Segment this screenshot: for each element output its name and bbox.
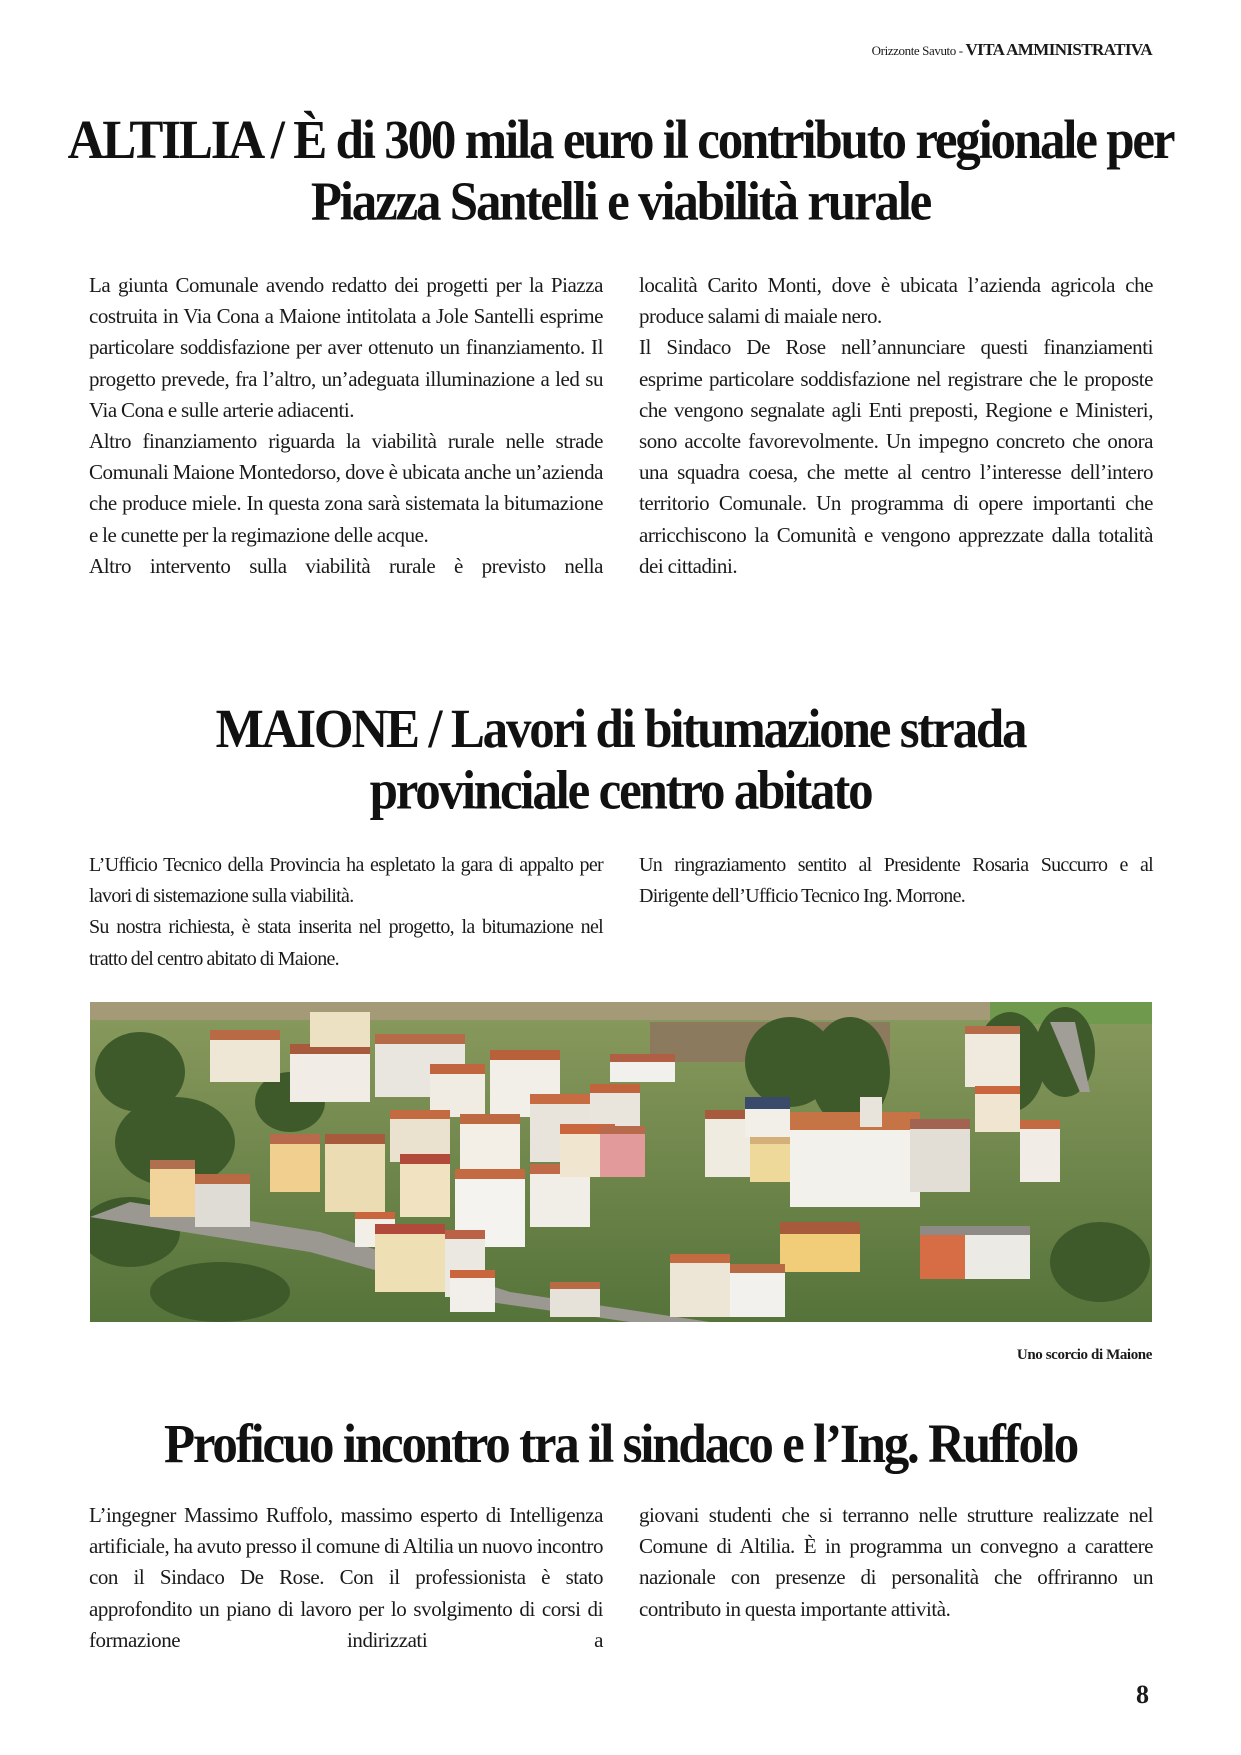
headline-line: provinciale centro abitato — [369, 761, 872, 822]
publication-name: Orizzonte Savuto - — [871, 43, 966, 58]
article-altilia-column-left — [89, 270, 603, 582]
running-header — [872, 40, 1152, 60]
photo-maione-village — [90, 1002, 1152, 1322]
paragraph: La giunta Comunale avendo redatto dei progetti per la Piazza costruita in Via Cona a Maione intitolata a Jole Santelli esprime particolare soddisfazione per aver ottenuto un finanziamento. Il progetto prevede, fra l’altro, un’adeguata illuminazione a led su Via Cona e sulle arterie adiacenti. — [89, 273, 603, 422]
paragraph: L’Ufficio Tecnico della Provincia ha espletato la gara di appalto per lavori di sistemazione sulla viabilità. — [89, 854, 603, 908]
paragraph: Il Sindaco De Rose nell’annunciare questi finanziamenti esprime particolare soddisfazione nel registrare che le proposte che vengono segnalate agli Enti preposti, Regione e Ministeri, sono accolte favorevolmente. Un impegno concreto che onora una squadra coesa, che mette al centro l’interesse dell’intero territorio Comunale. Un programma di opere importanti che arricchiscono la Comunità e vengono apprezzate dalla totalità dei cittadini. — [639, 335, 1153, 578]
headline-line: MAIONE / Lavori di bitumazione strada — [215, 699, 1026, 760]
article-ruffolo-column-right — [639, 1500, 1153, 1625]
page-number: 8 — [1136, 1680, 1149, 1709]
paragraph: località Carito Monti, dove è ubicata l’azienda agricola che produce salami di maiale nero. — [639, 273, 1153, 329]
article-headline-ruffolo: Proficuo incontro tra il sindaco e l’Ing. Ruffolo — [163, 1414, 1078, 1476]
paragraph: L’ingegner Massimo Ruffolo, massimo esperto di Intelligenza artificiale, ha avuto presso il comune di Altilia un nuovo incontro con il Sindaco De Rose. Con il professionista è stato approfondito un piano di lavoro per lo svolgimento di corsi di formazione indirizzati a — [89, 1503, 603, 1652]
article-maione-column-left — [89, 850, 603, 975]
paragraph: Altro finanziamento riguarda la viabilità rurale nelle strade Comunali Maione Montedorso, dove è ubicata anche un’azienda che produce miele. In questa zona sarà sistemata la bitumazione e le cunette per la regimazione delle acque. — [89, 429, 603, 547]
section-name: VITA AMMINISTRATIVA — [965, 40, 1152, 59]
photo-caption: Uno scorcio di Maione — [1016, 1347, 1152, 1363]
article-ruffolo-column-left — [89, 1500, 603, 1656]
article-headline-maione — [60, 699, 1181, 822]
paragraph: Un ringraziamento sentito al Presidente Rosaria Succurro e al Dirigente dell’Ufficio Tecnico Ing. Morrone. — [639, 854, 1153, 908]
article-maione-column-right — [639, 850, 1153, 912]
article-altilia-column-right — [639, 270, 1153, 582]
village-photo-illustration — [90, 1002, 1152, 1322]
paragraph: Su nostra richiesta, è stata inserita nel progetto, la bitumazione nel tratto del centro abitato di Maione. — [89, 916, 603, 970]
paragraph: Altro intervento sulla viabilità rurale è previsto nella — [89, 553, 603, 578]
article-headline-altilia: ALTILIA / È di 300 mila euro il contributo regionale per Piazza Santelli e viabilità rurale — [67, 110, 1174, 233]
paragraph: giovani studenti che si terranno nelle strutture realizzate nel Comune di Altilia. È in programma un convegno a carattere nazionale con presenze di personalità che offriranno un contributo in questa importante attività. — [639, 1503, 1153, 1621]
